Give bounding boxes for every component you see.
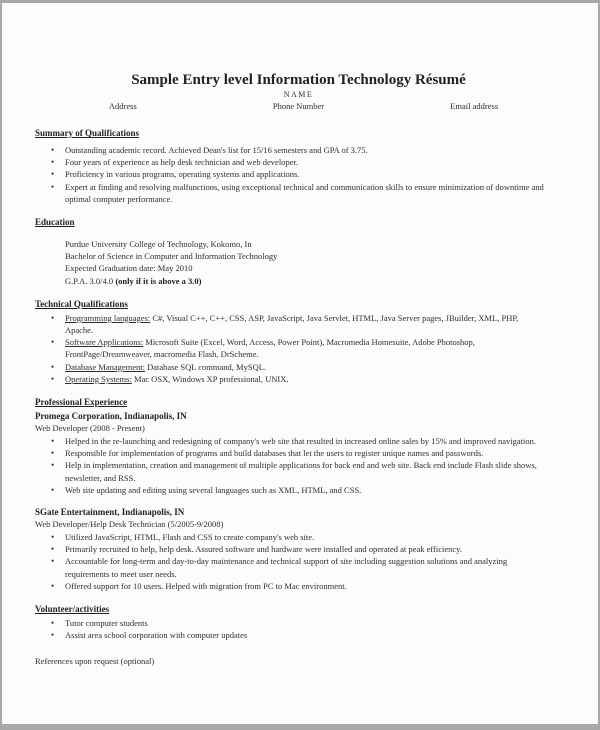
bullet-icon [51, 144, 65, 156]
education-gpa-line [65, 275, 562, 287]
resume-content [2, 3, 598, 668]
bullet-icon [51, 555, 65, 579]
company-name: SGate Entertainment, Indianapolis, IN [35, 507, 185, 518]
bullet-text: Primarily recruited to help, help desk. Assured software and hardware were installed and operated at peak efficiency. [65, 544, 462, 555]
volunteer-heading: Volunteer/activities [35, 604, 110, 615]
bullet-text: Helped in the re-launching and redesigning of company's web site that resulted in increased online sales by 15% and improved navigation. [65, 436, 537, 447]
bullet-icon [51, 543, 65, 555]
bullet-text: Assist area school corporation with computer updates [65, 630, 248, 641]
education-line: Expected Graduation date: May 2010 [65, 263, 193, 274]
bullet-text [65, 336, 562, 360]
bullet-icon [51, 459, 65, 483]
bullet-icon [51, 312, 65, 336]
list-item [51, 447, 562, 459]
list-item [51, 435, 562, 447]
list-item [51, 361, 562, 373]
gpa-value: G.P.A. 3.0/4.0 [65, 275, 116, 286]
bullet-text [65, 361, 562, 373]
address-placeholder: Address [108, 101, 137, 111]
list-item [51, 144, 562, 156]
bullet-icon [51, 156, 65, 168]
bullet-icon [51, 629, 65, 641]
bullet-text: Offered support for 10 users. Helped with migration from PC to Mac environment. [65, 580, 347, 591]
bullet-icon [51, 168, 65, 180]
bullet-icon [51, 447, 65, 459]
skill-category-label: Operating Systems: [65, 373, 132, 384]
section-education [35, 216, 562, 287]
job-bullets [51, 531, 562, 592]
skill-category-label: Database Management: [65, 361, 146, 372]
company-name: Promega Corporation, Indianapolis, IN [35, 411, 187, 422]
list-item [51, 617, 562, 629]
section-experience [35, 396, 562, 592]
summary-heading: Summary of Qualifications [35, 128, 140, 138]
education-heading: Education [35, 217, 75, 228]
page-title: Sample Entry level Information Technology Résumé [131, 72, 466, 88]
list-item [51, 459, 562, 483]
bullet-text: Expert at finding and resolving malfunctions, using exceptional technical and communication skills to ensure minimization of downtime and optimal computer performance. [65, 181, 544, 204]
experience-heading: Professional Experience [35, 397, 128, 408]
bullet-icon [51, 361, 65, 373]
list-item [51, 156, 562, 168]
email-placeholder: Email address [450, 101, 499, 111]
bullet-text: Utilized JavaScript, HTML, Flash and CSS to create company's web site. [65, 532, 315, 543]
summary-bullets [51, 144, 562, 205]
skill-list: C#, Visual C++, C++, CSS, ASP, JavaScript, Java Servlet, HTML, Java Server pages, JBuilder, XML, PHP, Apache. [65, 312, 519, 336]
list-item [51, 336, 562, 360]
bullet-text: Web site updating and editing using several languages such as XML, HTML, and CSS. [65, 484, 362, 495]
bullet-icon [51, 435, 65, 447]
job-entry [35, 410, 562, 496]
bullet-icon [51, 580, 65, 592]
bullet-text [65, 373, 562, 385]
bullet-text: Help in implementation, creation and management of multiple applications for back end and web site. Back end include Flash slide shows, newsletter, and RSS. [65, 460, 537, 483]
gpa-note: (only if it is above a 3.0) [115, 275, 202, 286]
bullet-icon [51, 336, 65, 360]
phone-placeholder: Phone Number [272, 101, 325, 111]
list-item [51, 555, 562, 579]
job-entry [35, 506, 562, 592]
list-item [51, 531, 562, 543]
bullet-icon [51, 181, 65, 205]
education-line: Bachelor of Science in Computer and Information Technology [65, 251, 278, 262]
bullet-icon [51, 373, 65, 385]
technical-bullets [51, 312, 562, 385]
list-item [51, 484, 562, 496]
bullet-icon [51, 617, 65, 629]
skill-category-label: Software Applications: [65, 337, 144, 348]
skill-list: Database SQL command, MySQL. [145, 361, 267, 372]
job-title: Web Developer (2008 - Present) [35, 423, 145, 434]
bullet-icon [51, 484, 65, 496]
bullet-text: Tutor computer students [65, 618, 148, 629]
section-summary [35, 127, 562, 205]
skill-list: Microsoft Suite (Excel, Word, Access, Power Point), Macromedia Homesuite, Adobe Photoshop, FrontPage/Dreamweaver, macromedia Flash, DrScheme. [65, 337, 475, 360]
list-item [51, 580, 562, 592]
bullet-text: Outstanding academic record. Achieved Dean's list for 15/16 semesters and GPA of 3.75. [65, 145, 368, 155]
list-item [51, 168, 562, 180]
list-item [51, 543, 562, 555]
list-item [51, 181, 562, 205]
education-line: Purdue University College of Technology, Kokomo, In [65, 239, 252, 250]
section-technical [35, 298, 562, 385]
contact-row [35, 100, 562, 112]
list-item [51, 312, 562, 336]
bullet-text: Responsible for implementation of programs and build databases that let the users to register unique names and passwords. [65, 448, 484, 459]
section-volunteer [35, 603, 562, 641]
skill-category-label: Programming languages: [65, 312, 151, 323]
volunteer-bullets [51, 617, 562, 641]
bullet-text [65, 312, 562, 336]
technical-heading: Technical Qualifications [35, 298, 128, 309]
job-title: Web Developer/Help Desk Technician (5/2005-9/2008) [35, 519, 224, 530]
skill-list: Mac OSX, Windows XP professional, UNIX. [131, 373, 289, 384]
name-placeholder: NAME [283, 90, 314, 99]
bullet-text: Proficiency in various programs, operating systems and applications. [65, 169, 300, 180]
references-note: References upon request (optional) [35, 656, 155, 667]
bullet-icon [51, 531, 65, 543]
education-details [65, 238, 562, 287]
list-item [51, 373, 562, 385]
bullet-text: Four years of experience as help desk technician and web developer. [65, 157, 298, 168]
job-bullets [51, 435, 562, 496]
list-item [51, 629, 562, 641]
bullet-text: Accountable for long-term and day-to-day maintenance and technical support of site including suggestion solutions and analyzing requirements to meet user needs. [65, 556, 508, 579]
